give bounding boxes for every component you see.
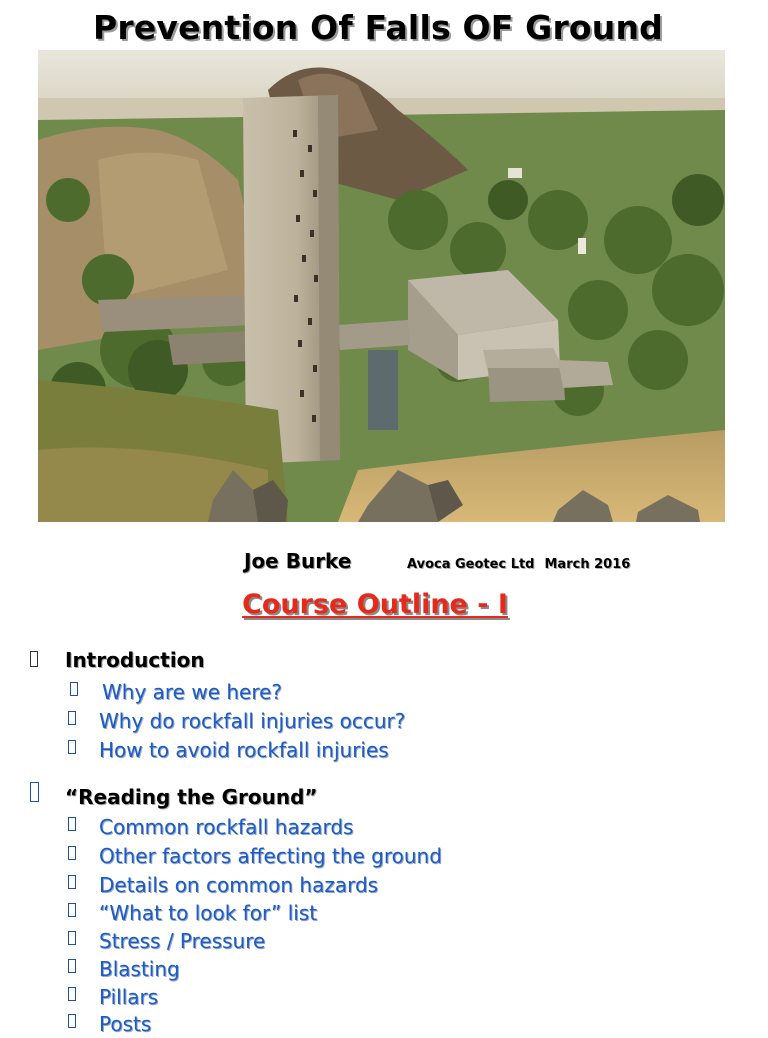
outline-item-text: Posts bbox=[99, 1012, 152, 1036]
presentation-date: March 2016 bbox=[544, 557, 631, 572]
author-name: Joe Burke bbox=[244, 549, 352, 573]
company-name: Avoca Geotec Ltd bbox=[407, 557, 535, 572]
bullet-icon bbox=[68, 1014, 76, 1028]
bullet-icon bbox=[70, 682, 78, 696]
bullet-icon bbox=[68, 846, 76, 860]
outline-heading: “Reading the Ground” bbox=[65, 785, 318, 809]
outline-item-text: Stress / Pressure bbox=[99, 929, 266, 953]
bullet-icon bbox=[68, 875, 76, 889]
bullet-icon bbox=[30, 782, 39, 802]
bullet-icon bbox=[68, 711, 76, 725]
outline-item bbox=[68, 1012, 152, 1038]
outline-item bbox=[68, 873, 379, 899]
byline-organization bbox=[407, 557, 630, 572]
byline bbox=[244, 549, 351, 573]
outline-item-text: “What to look for” list bbox=[99, 901, 318, 925]
outline-item-text: Common rockfall hazards bbox=[99, 815, 354, 839]
page-title: Prevention Of Falls OF Ground bbox=[92, 8, 664, 47]
outline-item bbox=[68, 929, 266, 955]
mine-headframe-photo bbox=[38, 50, 725, 522]
bullet-icon bbox=[68, 740, 76, 754]
outline-item-text: Why do rockfall injuries occur? bbox=[99, 709, 406, 733]
bullet-icon bbox=[68, 959, 76, 973]
outline-item bbox=[68, 680, 283, 706]
bullet-icon bbox=[68, 817, 76, 831]
outline-item-text: Details on common hazards bbox=[99, 873, 379, 897]
outline-item-text: Pillars bbox=[99, 985, 159, 1009]
outline-item bbox=[68, 709, 406, 735]
bullet-icon bbox=[30, 651, 38, 667]
outline-item bbox=[68, 985, 159, 1011]
outline-item-text: Blasting bbox=[99, 957, 180, 981]
outline-item bbox=[68, 844, 442, 870]
outline-item-text: Why are we here? bbox=[102, 680, 283, 704]
outline-item bbox=[68, 815, 354, 841]
outline-item-text: How to avoid rockfall injuries bbox=[99, 738, 389, 762]
outline-item bbox=[68, 901, 318, 927]
outline-item bbox=[68, 738, 389, 764]
bullet-icon bbox=[68, 931, 76, 945]
outline-heading: Introduction bbox=[65, 648, 205, 672]
outline-item bbox=[68, 957, 180, 983]
bullet-icon bbox=[68, 987, 76, 1001]
bullet-icon bbox=[68, 903, 76, 917]
section-title: Course Outline - I bbox=[242, 589, 508, 620]
outline-item-text: Other factors affecting the ground bbox=[99, 844, 442, 868]
